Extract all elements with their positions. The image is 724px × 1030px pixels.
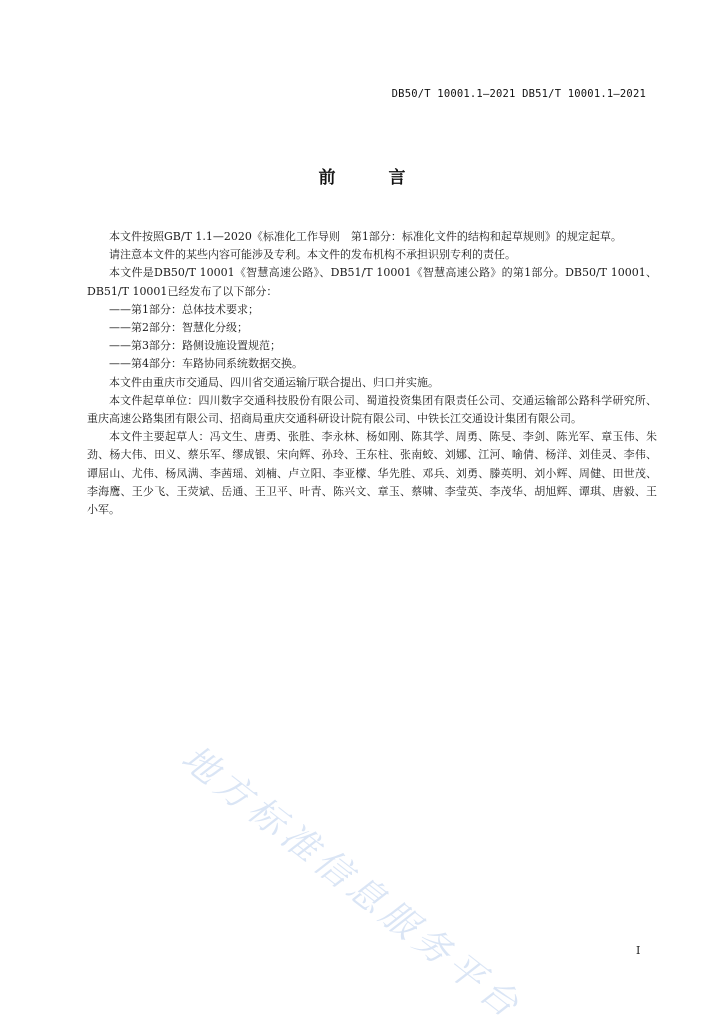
paragraph-drafters: 本文件主要起草人：冯文生、唐勇、张胜、李永林、杨如刚、陈其学、周勇、陈旻、李剑、陈光军、章玉伟、朱劲、杨大伟、田义、蔡乐军、缪成银、宋向辉、孙玲、王东柱、张南蛟、刘娜、江河、喻倩、杨洋、刘佳灵、李伟、谭屈山、尤伟、杨凤满、李茜瑶、刘楠、卢立阳、李亚檬、华先胜、邓兵、刘勇、滕英明、刘小辉、周健、田世茂、李海鹰、王少飞、王荧斌、岳通、王卫平、叶青、陈兴文、章玉、蔡啸、李莹英、李茂华、胡旭辉、谭琪、唐毅、王小军。	[87, 430, 657, 517]
document-code-header: DB50/T 10001.1—2021 DB51/T 10001.1—2021	[391, 88, 646, 100]
paragraph-drafting-units: 本文件起草单位：四川数字交通科技股份有限公司、蜀道投资集团有限责任公司、交通运输部公路科学研究所、重庆高速公路集团有限公司、招商局重庆交通科研设计院有限公司、中铁长江交通设计集团有限公司。	[87, 393, 657, 426]
foreword-body	[87, 228, 657, 519]
paragraph-series-info: 本文件是DB50/T 10001《智慧高速公路》、DB51/T 10001《智慧高速公路》的第1部分。DB50/T 10001、DB51/T 10001已经发布了以下部分：	[87, 266, 657, 298]
paragraph-proposer: 本文件由重庆市交通局、四川省交通运输厅联合提出、归口并实施。	[109, 375, 439, 389]
list-item-part-2: ——第2部分：智慧化分级；	[109, 321, 248, 335]
list-item-part-3: ——第3部分：路侧设施设置规范；	[109, 339, 281, 353]
list-item-part-4: ——第4部分：车路协同系统数据交换。	[109, 357, 303, 371]
page-number: I	[636, 944, 641, 957]
watermark-text: 地方标准信息服务平台	[173, 737, 530, 1029]
list-item-part-1: ——第1部分：总体技术要求；	[109, 302, 259, 316]
page-title: 前 言	[318, 168, 424, 188]
paragraph-drafting-rules: 本文件按照GB/T 1.1—2020《标准化工作导则 第1部分：标准化文件的结构和起草规则》的规定起草。	[109, 230, 622, 243]
paragraph-patent-notice: 请注意本文件的某些内容可能涉及专利。本文件的发布机构不承担识别专利的责任。	[109, 248, 516, 262]
